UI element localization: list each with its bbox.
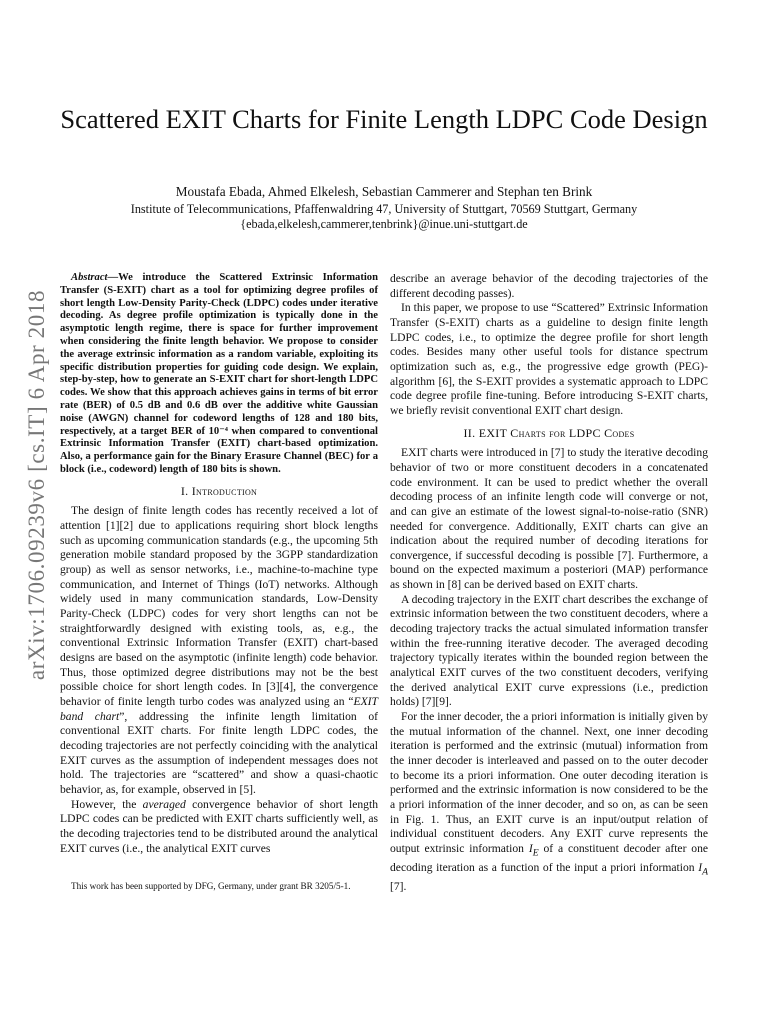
author-emails: {ebada,elkelesh,cammerer,tenbrink}@inue.uni-stuttgart.de [240, 217, 528, 231]
body-paragraph: describe an average behavior of the decoding trajectories of the different decoding passes). [390, 272, 708, 300]
text-run: ”, addressing the infinite length limitation of conventional EXIT charts. For finite length LDPC codes, the decoding trajectories are not perfectly coinciding with the analytical EXIT curves as the assumption of independent messages does not hold. The trajectories are “scattered” and show a quasi-chaotic behavior, as, for example, observed in [5]. [60, 709, 378, 796]
author-list: Moustafa Ebada, Ahmed Elkelesh, Sebastian Cammerer and Stephan ten Brink [175, 184, 593, 199]
math-symbol: I [528, 841, 533, 855]
math-subscript: E [532, 847, 539, 859]
body-paragraph: EXIT charts were introduced in [7] to study the iterative decoding behavior of two or more constituent decoders in a concatenated code environment. It can be used to predict whether the overall decoding process of an infinite length code will converge or not, and can give an estimate of the lowest signal-to-noise-ratio (SNR) needed for convergence. Additionally, EXIT charts can give an indication about the required number of decoding iterations for convergence, if successful decoding is possible [7]. Furthermore, a bound on the expected maximum a posteriori (MAP) performance as shown in [8] can be derived based on EXIT charts. [390, 446, 708, 592]
body-paragraph [60, 798, 378, 857]
arxiv-sidebar [24, 270, 50, 700]
emphasis-text: averaged [142, 797, 186, 811]
emphasis-text: EXIT band chart [60, 694, 378, 723]
text-run: convergence behavior of short length LDPC codes can be predicted with EXIT charts sufficiently well, as the decoding trajectories tend to be distributed around the analytical EXIT curves (i.e., the analytical EXIT curves [60, 797, 378, 855]
body-paragraph: A decoding trajectory in the EXIT chart describes the exchange of extrinsic information between the two constituent decoders, where a decoding trajectory tracks the actual simulated information transfer within the free-running iterative decoder. The averaged decoding trajectory typically iterates within the bounded region between the analytical EXIT curves of the two constituent decoders, verifying the derived analytical EXIT curve expressions (i.e., prediction holds) [7][9]. [390, 592, 708, 709]
paper-title: Scattered EXIT Charts for Finite Length LDPC Code Design [60, 104, 708, 134]
abstract-label: Abstract [71, 272, 108, 283]
text-run: The design of finite length codes has recently received a lot of attention [1][2] due to applications requiring short block lengths such as upcoming communication standards (e.g., the upcoming 5th generation mobile standard proposed by the 3GPP standardization group) as well as sensor networks, i.e., machine-to-machine type communication, and Internet of Things (IoT) networks. Although widely used in many communication standards, Low-Density Parity-Check (LDPC) codes for very short lengths can not be straightforwardly designed with existing tools, as, e.g., the conventional Extrinsic Information Transfer (EXIT) chart-based designs are based on the asymptotic (infinite length) code behavior. Thus, those optimized degree distributions may not be the best possible choice for short length codes. In [3][4], the convergence behavior of finite length turbo codes was analyzed using an “ [60, 504, 378, 708]
section-heading-exit-charts: II. EXIT Charts for LDPC Codes [463, 425, 635, 440]
body-paragraph: In this paper, we propose to use “Scattered” Extrinsic Information Transfer (S-EXIT) charts as a guideline to design finite length LDPC codes, i.e., to optimize the degree profile for short length codes. Besides many other useful tools for distance spectrum optimization such as, e.g., the progressive edge growth (PEG)-algorithm [6], the S-EXIT provides a systematic approach to LDPC code degree profile fine-tuning. Before introducing S-EXIT charts, we briefly revisit conventional EXIT chart design. [390, 301, 708, 417]
math-symbol: I [698, 860, 703, 874]
abstract [60, 272, 378, 477]
section-heading-introduction: I. Introduction [180, 483, 258, 498]
text-run: However, the [71, 797, 143, 811]
arxiv-identifier: arXiv:1706.09239v6 [cs.IT] 6 Apr 2018 [24, 289, 49, 681]
left-column [60, 272, 378, 856]
body-paragraph [60, 504, 378, 797]
text-run: of a constituent decoder after one decoding iteration as a function of the input a priori information [390, 841, 709, 874]
body-paragraph [390, 710, 708, 895]
math-subscript: A [702, 866, 708, 878]
text-run: [7]. [390, 879, 407, 893]
text-run: For the inner decoder, the a priori information is initially given by the mutual information of the channel. Next, one inner decoding iteration is performed and the extrinsic (mutual) information from the inner decoder is interleaved and passed on to the outer decoder to become its a priori information. One outer decoding iteration is performed and the extrinsic information is now considered to be the a priori information of the inner decoder, and so on, as can be seen in Fig. 1. Thus, an EXIT curve is an input/output relation of individual constituent decoders. Any EXIT curve represents the output extrinsic information [390, 710, 708, 855]
right-column [390, 272, 708, 895]
affiliation: Institute of Telecommunications, Pfaffenwaldring 47, University of Stuttgart, 70569 Stuttgart, Germany [130, 202, 638, 216]
footnote: This work has been supported by DFG, Germany, under grant BR 3205/5-1. [71, 881, 351, 891]
abstract-text: —We introduce the Scattered Extrinsic Information Transfer (S-EXIT) chart as a tool for optimizing degree profiles of short length Low-Density Parity-Check (LDPC) codes under iterative decoding. As degree profile optimization is typically done in the asymptotic length regime, there is space for further improvement when considering the finite length behavior. We propose to consider the average extrinsic information as a random variable, exploiting its specific distribution properties for guiding code design. We explain, step-by-step, how to generate an S-EXIT chart for short-length LDPC codes. We show that this approach achieves gains in terms of bit error rate (BER) of 0.5 dB and 0.6 dB over the additive white Gaussian noise (AWGN) channel for codeword lengths of 128 and 180 bits, respectively, at a target BER of 10⁻⁴ when compared to conventional Extrinsic Information Transfer (EXIT) chart-based optimization. Also, a performance gain for the Binary Erasure Channel (BEC) for a block (i.e., codeword) length of 180 bits is shown. [60, 272, 378, 475]
